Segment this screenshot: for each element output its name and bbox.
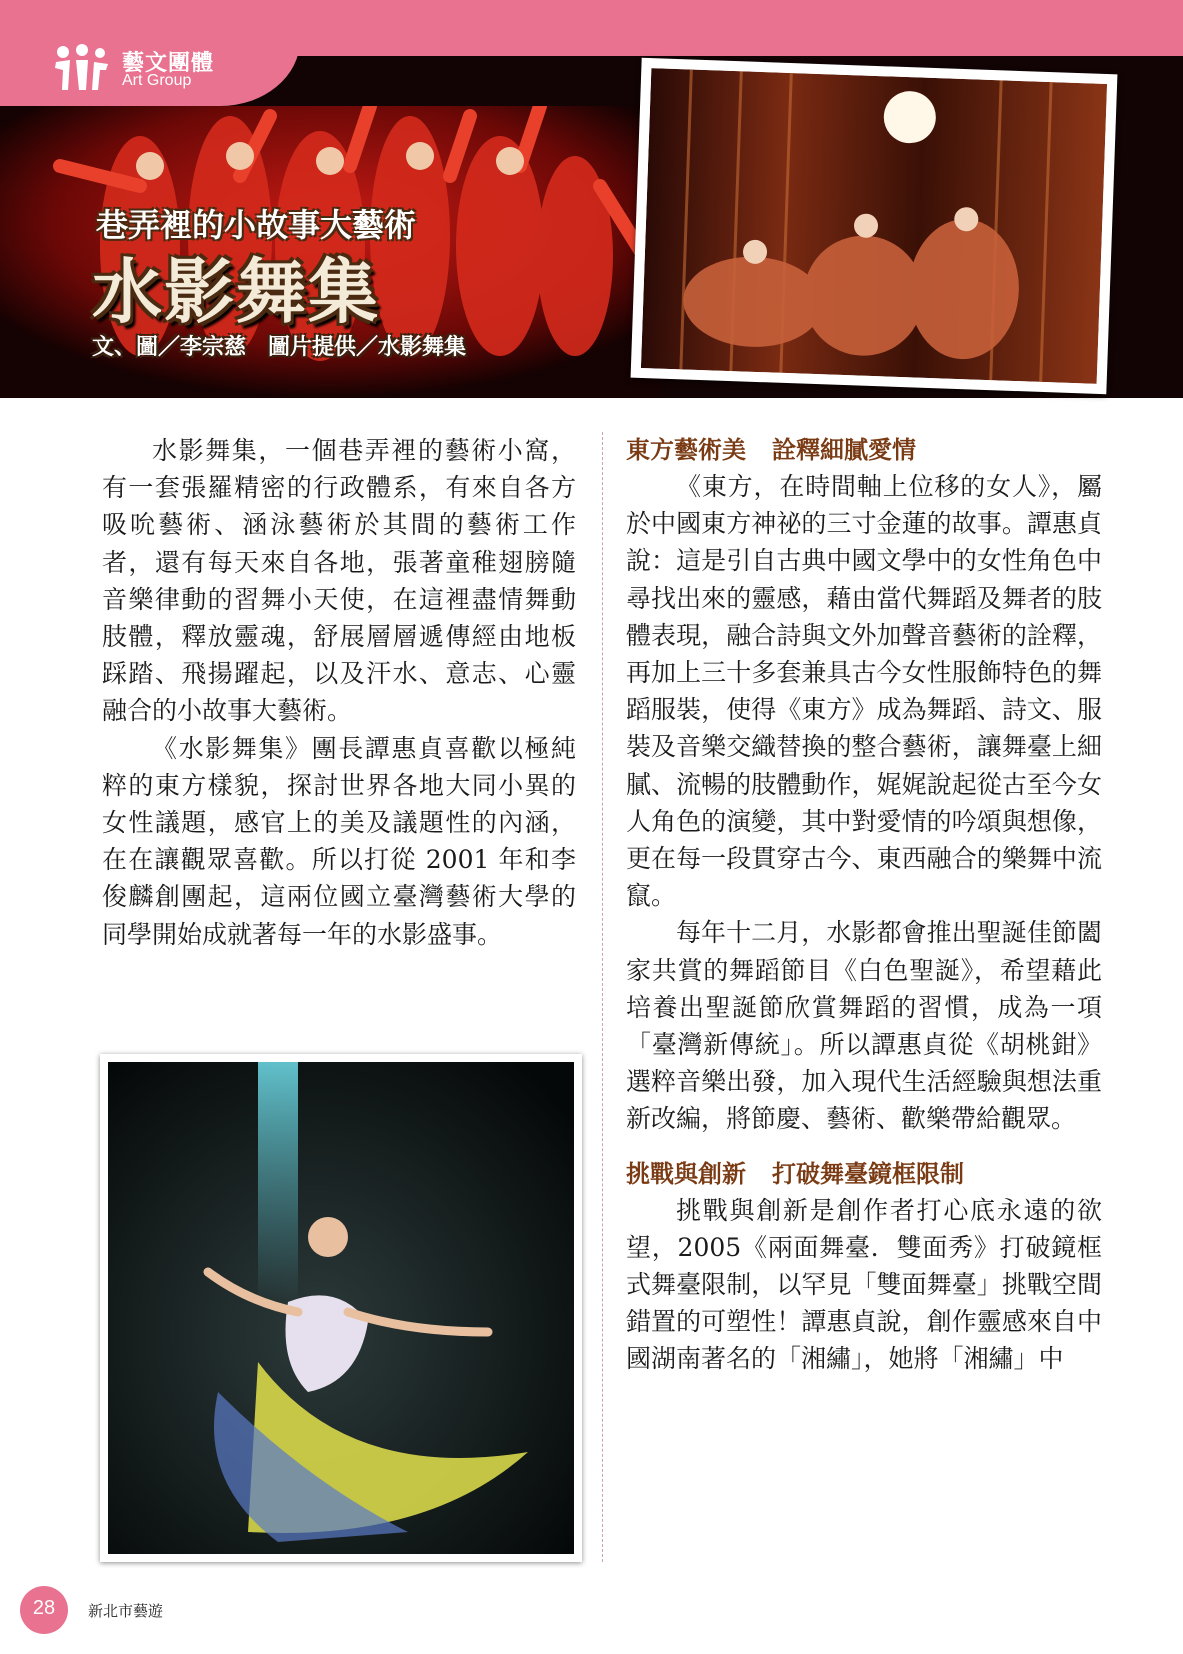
- stage-performance-photo: [641, 68, 1107, 384]
- section-heading: [626, 1156, 1102, 1192]
- byline: 文、圖／李宗慈 圖片提供／水影舞集: [92, 335, 467, 360]
- section-heading-part: 東方藝術美: [626, 436, 746, 464]
- body-paragraph: 每年十二月，水影都會推出聖誕佳節闔家共賞的舞蹈節目《白色聖誕》，希望藉此培養出聖誕節欣賞舞蹈的習慣，成為一項「臺灣新傳統」。所以譚惠貞從《胡桃鉗》選粹音樂出發，加入現代生活經驗與想法重新改編，將節慶、藝術、歡樂帶給觀眾。: [626, 918, 1102, 1134]
- body-paragraph: 《東方，在時間軸上位移的女人》，屬於中國東方神祕的三寸金蓮的故事。譚惠貞說：這是引自古典中國文學中的女性角色中尋找出來的靈感，藉由當代舞蹈及舞者的肢體表現，融合詩與文外加聲音藝術的詮釋，再加上三十多套兼具古今女性服飾特色的舞蹈服裝，使得《東方》成為舞蹈、詩文、服裝及音樂交織替換的整合藝術，讓舞臺上細膩、流暢的肢體動作，娓娓說起從古至今女人角色的演變，其中對愛情的吟頌與想像，更在每一段貫穿古今、東西融合的樂舞中流竄。: [626, 472, 1102, 911]
- body-paragraph: 挑戰與創新是創作者打心底永遠的欲望，2005《兩面舞臺．雙面秀》打破鏡框式舞臺限制，以罕見「雙面舞臺」挑戰空間錯置的可塑性！譚惠貞說，創作靈感來自中國湖南著名的「湘繡」，她將「湘繡」中: [626, 1195, 1102, 1374]
- magazine-name: 新北市藝遊: [88, 1602, 164, 1620]
- section-heading-part: 打破舞臺鏡框限制: [772, 1159, 964, 1188]
- article-title: 水影舞集: [92, 251, 380, 333]
- section-heading: [626, 432, 1102, 468]
- body-paragraph: 水影舞集，一個巷弄裡的藝術小窩，有一套張羅精密的行政體系，有來自各方吸吮藝術、涵泳藝術於其間的藝術工作者，還有每天來自各地，張著童稚翅膀隨音樂律動的習舞小天使，在這裡盡情舞動肢體，釋放靈魂，舒展層層遞傳經由地板踩踏、飛揚躍起，以及汗水、意志、心靈融合的小故事大藝術。: [102, 436, 576, 726]
- section-heading-part: 詮釋細膩愛情: [772, 436, 916, 464]
- article-subtitle: 巷弄裡的小故事大藝術: [96, 206, 417, 244]
- section-heading-part: 挑戰與創新: [626, 1159, 746, 1188]
- column-divider: [602, 432, 603, 1562]
- art-group-logo-icon: [52, 44, 110, 92]
- section-label-english: Art Group: [122, 72, 192, 89]
- page-number: 28: [32, 1597, 56, 1619]
- dancer-photo-frame: [100, 1054, 582, 1562]
- solo-dancer-photo: [108, 1062, 574, 1554]
- performance-photo-frame: [631, 58, 1118, 394]
- section-label: 藝文團體: [122, 51, 215, 76]
- left-column: [102, 432, 576, 953]
- body-paragraph: 《水影舞集》團長譚惠貞喜歡以極純粹的東方樣貌，探討世界各地大同小異的女性議題，感官上的美及議題性的內涵，在在讓觀眾喜歡。所以打從 2001 年和李俊麟創團起，這兩位國立臺灣藝術大學的同學開始成就著每一年的水影盛事。: [102, 733, 576, 949]
- right-column: [626, 432, 1102, 1378]
